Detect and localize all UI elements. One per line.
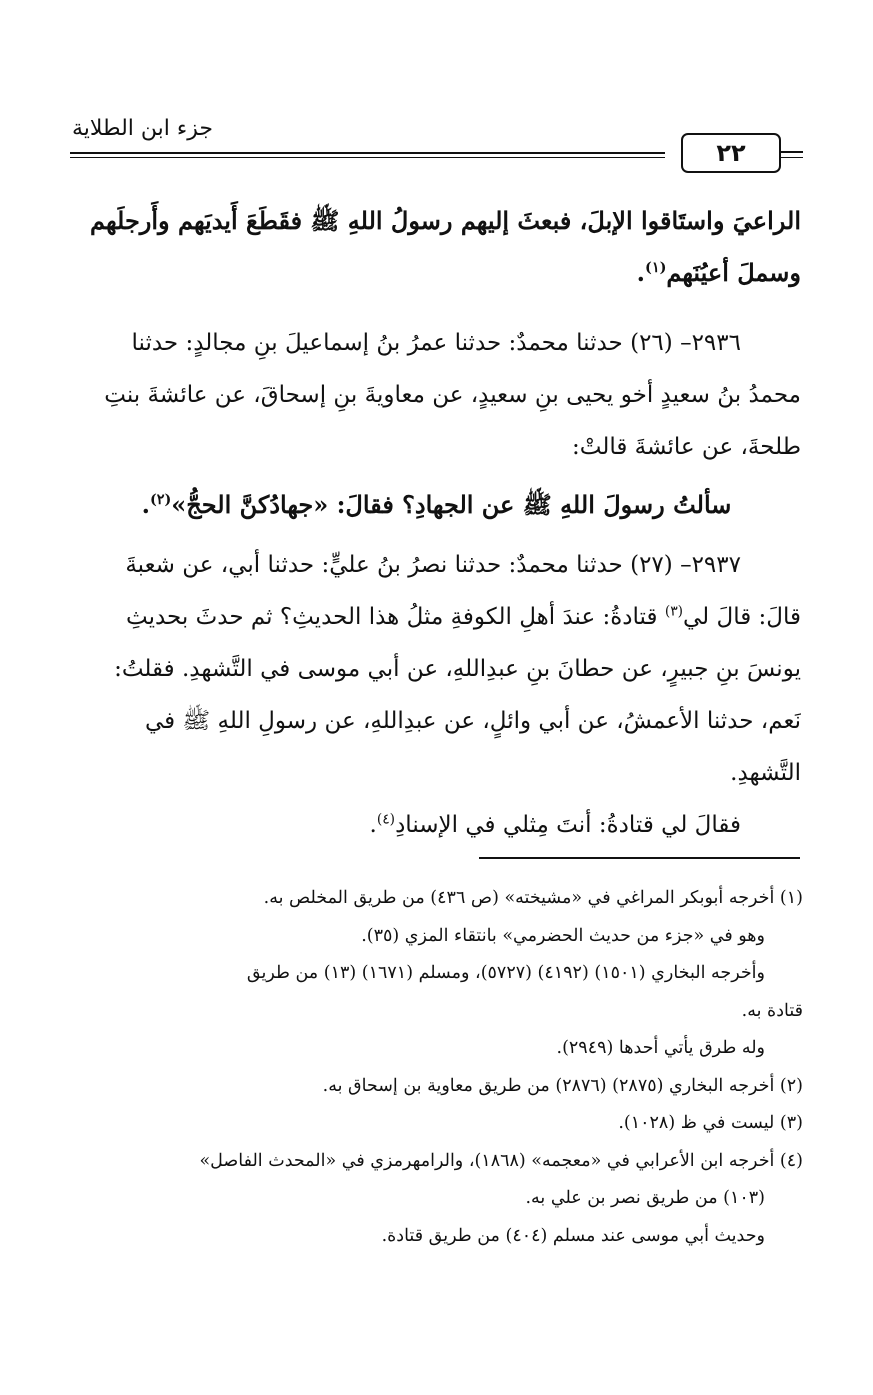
- footnote-ref: (٤): [376, 811, 396, 828]
- header-rule-thin: [70, 157, 665, 158]
- text-line: الراعيَ واستَاقوا الإبلَ، فبعثَ إليهم رسولُ اللهِ ﷺ فقَطَعَ أَيديَهم وأَرجلَهم: [89, 206, 801, 235]
- footnotes: [72, 880, 803, 1255]
- footnote-line: (١٠٣) من طريق نصر بن علي به.: [525, 1188, 765, 1208]
- header-rule-tail-thin: [779, 157, 803, 158]
- text-line: [72, 479, 801, 531]
- footnote-ref: (٢): [149, 491, 172, 508]
- text-line: [72, 799, 801, 851]
- text-line: محمدُ بنُ سعيدٍ أخو يحيى بنِ سعيدٍ، عن معاويةَ بنِ إسحاقَ، عن عائشةَ بنتِ: [104, 382, 801, 408]
- text-span: .: [636, 258, 646, 287]
- footnote-line: (٤) أخرجه ابن الأعرابي في «معجمه» (١٨٦٨)، والرامهرمزي في «المحدث الفاصل»: [199, 1150, 803, 1171]
- text-span: فقالَ لي قتادةُ: أنتَ مِثلي في الإسنادِ: [395, 812, 741, 838]
- header-rule-tail: [779, 151, 803, 153]
- page-header: [70, 110, 803, 170]
- footnote-divider: [479, 857, 800, 859]
- text-span: قتادةُ: عندَ أهلِ الكوفةِ مثلُ هذا الحديثِ؟ ثم حدثَ بحديثِ: [125, 604, 665, 630]
- footnote-line: (٣) ليست في ظ (١٠٢٨).: [618, 1113, 803, 1133]
- footnote-ref: (١): [645, 259, 667, 276]
- footnote-line: وهو في «جزء من حديث الحضرمي» بانتقاء المزي (٣٥).: [361, 925, 765, 946]
- book-title: جزء ابن الطلاية: [72, 116, 213, 141]
- footnote-line: قتادة به.: [741, 1000, 803, 1021]
- text-line: التَّشهدِ.: [730, 760, 801, 786]
- text-span: .: [141, 490, 150, 519]
- footnote-line: وله طرق يأتي أحدها (٢٩٤٩).: [556, 1038, 765, 1058]
- text-span: قالَ: قالَ لي: [683, 604, 801, 630]
- text-span: وسملَ أعيُنَهم: [666, 258, 801, 287]
- text-line: يونسَ بنِ جبيرٍ، عن حطانَ بنِ عبدِاللهِ، عن أبي موسى في التَّشهدِ. فقلتُ:: [114, 656, 801, 682]
- text-span: .: [369, 812, 377, 838]
- text-line: ٢٩٣٧– (٢٧) حدثنا محمدٌ: حدثنا نصرُ بنُ عليٍّ: حدثنا أبي، عن شعبةَ: [125, 552, 741, 578]
- footnote-line: (٢) أخرجه البخاري (٢٨٧٥) (٢٨٧٦) من طريق معاوية بن إسحاق به.: [322, 1075, 803, 1096]
- text-line: ٢٩٣٦– (٢٦) حدثنا محمدٌ: حدثنا عمرُ بنُ إسماعيلَ بنِ مجالدٍ: حدثنا: [131, 330, 741, 356]
- page-number: ٢٢: [681, 133, 781, 173]
- text-line: طلحةَ، عن عائشةَ قالتْ:: [571, 434, 801, 460]
- text-line: [72, 591, 801, 643]
- text-line: [72, 247, 801, 299]
- text-span: سألتُ رسولَ اللهِ ﷺ عن الجهادِ؟ فقالَ: «جهادُكنَّ الحجُّ»: [171, 490, 732, 519]
- header-rule: [70, 152, 665, 154]
- text-line: نَعم، حدثنا الأعمشُ، عن أبي وائلٍ، عن عبدِاللهِ، عن رسولِ اللهِ ﷺ في: [144, 708, 801, 734]
- footnote-line: وحديث أبي موسى عند مسلم (٤٠٤) من طريق قتادة.: [381, 1225, 765, 1246]
- footnote-ref: (٣): [664, 603, 684, 620]
- main-text: [72, 195, 801, 851]
- footnote-line: وأخرجه البخاري (١٥٠١) (٤١٩٢) (٥٧٢٧)، ومسلم (١٦٧١) (١٣) من طريق: [246, 963, 765, 983]
- footnote-line: (١) أخرجه أبوبكر المراغي في «مشيخته» (ص ٤٣٦) من طريق المخلص به.: [263, 888, 803, 908]
